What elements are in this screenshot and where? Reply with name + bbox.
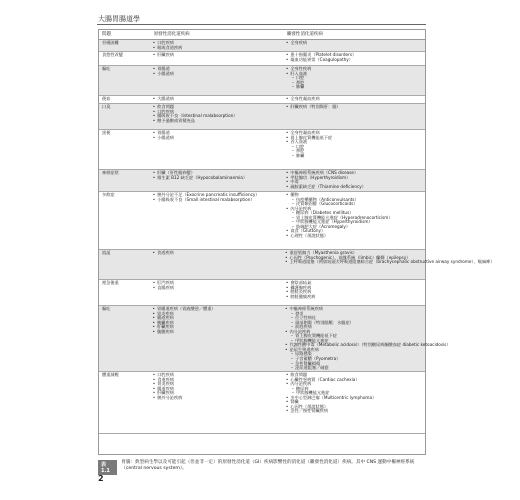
table-row [99, 372, 425, 434]
list-item: • 腎臟 [286, 400, 423, 405]
list-item: • 大腸道病 [153, 97, 282, 102]
page-number: 2 [98, 474, 104, 483]
list-item: • 維生素 B12 缺乏症（Hypocobalaminaemia） [153, 176, 282, 181]
table-row [99, 104, 425, 130]
list-item: • 肝臟（肝性腦病變） [153, 171, 282, 176]
list-item: • 腸道疾病 [152, 316, 281, 321]
list-item: • 咽或食道疾病 [153, 46, 282, 51]
primary-causes-cell [151, 372, 284, 433]
list-item: • 急性／慢性腎臟疾病 [286, 409, 423, 414]
list-item: • 腸吸收不良（Intestinal malabsorption） [153, 114, 282, 119]
sub-list-item: – 肺臟 [286, 154, 423, 159]
problem-cell: 口臭 [102, 104, 111, 109]
differential-diagnosis-table [98, 29, 495, 455]
sub-list-item: – 糖尿病 [286, 387, 423, 392]
list-item: • 重症肌無力（Myasthenia gravis） [285, 251, 423, 256]
sub-list-item: – 甲狀腺機能亢進症 [285, 339, 423, 344]
table-row [99, 250, 495, 280]
secondary-causes-cell [284, 372, 425, 433]
primary-causes-cell [151, 280, 284, 305]
list-item: • 全身疾病 [286, 41, 423, 46]
table-caption [98, 460, 426, 475]
secondary-causes-cell [284, 52, 425, 65]
sub-list-item: – 口腔 [286, 76, 423, 81]
problem-cell: 神經症狀 [102, 170, 119, 175]
sub-list-item: – 甲狀腺機能亢進症 [286, 391, 423, 396]
sub-list-item: – 口腔 [286, 145, 423, 150]
list-item: • 胰外分泌不足（Exocrine pancreatic insufficiency） [153, 193, 282, 198]
table-row [99, 96, 425, 104]
primary-causes-cell [150, 250, 283, 279]
list-item: • 飲食問題 [153, 105, 282, 110]
list-item: • 心因性（Psychogenic）、前緣系統（limbic）癲癇（epilepsy） [285, 256, 423, 261]
primary-causes-cell [151, 66, 284, 95]
problem-cell: 多飲症 [102, 192, 115, 197]
sub-list-item: – 前庭疾病 [285, 325, 423, 330]
primary-causes-cell [151, 52, 284, 65]
list-item: • 膀胱炎疾病 [286, 290, 423, 295]
sub-list-item: – 胃上腺皮質機能亢進症（Hyperadrenocorticism） [286, 216, 423, 221]
list-item: • 胃腸道疾病（胃液酸逆／體重） [152, 307, 281, 312]
sub-list-item: – 發炎 [285, 312, 423, 317]
list-item: • 胃上腺皮質機能低下症 [286, 136, 423, 141]
secondary-causes-cell [284, 280, 425, 305]
sub-list-item: – 尿路感染 [285, 352, 423, 357]
header-rule [97, 24, 426, 25]
sub-list-item: – 胃上腺皮質機能低下症 [285, 334, 423, 339]
caption-label: 表 1.1 [98, 460, 117, 475]
list-item: • 胰臟疾病 [152, 321, 281, 326]
primary-causes-cell [151, 130, 284, 169]
list-item: • 肝臟疾病 [152, 325, 281, 330]
list-item: • 中樞神經系統疾病 [285, 307, 423, 312]
list-item: • 口腔疾病 [153, 110, 282, 115]
list-item: • 中毒 [286, 180, 423, 185]
sub-list-item: – 位立性病灶 [285, 316, 423, 321]
list-item: • 中樞神經系統疾病（CNS disease） [286, 171, 423, 176]
list-item: • 肝臟疾病 [153, 53, 282, 58]
primary-causes-cell [151, 40, 284, 51]
secondary-causes-cell [283, 306, 451, 371]
list-item: • 內分泌疾病 [286, 207, 423, 212]
table-row [99, 192, 425, 250]
list-item: • 腹膜疾病 [152, 330, 281, 335]
list-item: • 胃腸道 [153, 131, 282, 136]
sub-list-item: – 皮質類固醇（Glucocorticoids） [286, 202, 423, 207]
table-row [99, 130, 425, 170]
table-row [99, 280, 425, 306]
list-item: • 凝血功能異常（Coagulopathy） [286, 58, 423, 63]
list-item: • 心臟性惡病質（Cardiac cachexia） [286, 378, 423, 383]
list-item: • 甲狀腺功（Hyperthyroidism） [286, 176, 423, 181]
problem-cell: 黑便 [102, 130, 111, 135]
table-body [99, 40, 495, 434]
list-item: • 食道疾病 [152, 251, 281, 256]
list-item: • 泌尿生殖道疾病 [285, 348, 423, 353]
list-item: • 攝護腺疾病 [286, 286, 423, 291]
list-item: • 會陰部疝氣 [286, 281, 423, 286]
header-problem: 問題 [102, 32, 111, 37]
table-row [99, 306, 451, 372]
sub-list-item: – 鼻腔 [286, 81, 423, 86]
sub-list-item: – 抗痙攣藥物（Anticonvulsants） [286, 198, 423, 203]
list-item: • 肛門疾病 [153, 281, 282, 286]
header-primary-gi: 原發性消化道疾病 [153, 32, 190, 37]
sub-list-item: – 糖尿病（Diabetes mellitus） [286, 211, 423, 216]
list-item: • 小腸吸收不良（Small intestinal malabsorption） [153, 198, 282, 203]
table-row [99, 66, 425, 96]
list-item: • 腸道疾病 [153, 387, 282, 392]
secondary-causes-cell [284, 66, 425, 95]
table-header-row [99, 30, 425, 40]
sub-list-item: – 甲狀腺機能亢進症（Hyperthyroidism） [286, 220, 423, 225]
list-item: • 藥物 [286, 193, 423, 198]
list-item: • 小腸道病 [153, 72, 282, 77]
table-row [99, 170, 425, 192]
list-item: • 心理性（煩說狀態） [286, 234, 423, 239]
primary-causes-cell [151, 192, 284, 249]
header-secondary-gi: 繼發性消化道疾病 [286, 32, 323, 37]
list-item: • 患十指腸炎（Platelet disorders） [286, 53, 423, 58]
list-item: • 多中心型淋巴瘤（Multicentric lymphoma） [286, 396, 423, 401]
problem-cell: 裡急後重 [102, 280, 119, 285]
list-item: • 肝臟疾病 [153, 391, 282, 396]
problem-cell: 嘔吐 [102, 306, 111, 311]
primary-causes-cell [150, 306, 283, 371]
list-item: • 全身性疾病 [286, 67, 423, 72]
list-item: • 全身性凝血疾病 [286, 131, 423, 136]
list-item: • 肝入血液 [286, 72, 423, 77]
secondary-causes-cell [284, 96, 425, 103]
primary-causes-cell [151, 96, 284, 103]
table-row [99, 40, 425, 52]
problem-cell: 吞嚥困難 [102, 40, 119, 45]
list-item: • 餵予過餵或胃積充品 [153, 119, 282, 124]
running-header: 大腸胃腸道學 [98, 15, 140, 23]
primary-causes-cell [151, 170, 284, 191]
list-item: • 上呼吸道阻塞（例如短頭犬呼吸道阻塞綜合症（brachycephalic obstructive airway syndrome）、喉麻痺） [285, 260, 423, 265]
list-item: • 胃炎疾病 [153, 382, 282, 387]
list-item: • 肝臟疾病（特別與肝：腦） [286, 105, 423, 110]
problem-cell: 嘔吐 [102, 66, 111, 71]
problem-cell: 流涎 [102, 250, 111, 255]
secondary-causes-cell [284, 192, 425, 249]
secondary-causes-cell [284, 40, 425, 51]
list-item: • 全身性凝血疾病 [286, 97, 423, 102]
list-item: • 代謝性酸中毒（Metabolic acidosis）（特別糖尿病酮酸血症 diabetic ketoacidosis） [285, 343, 423, 348]
list-item: • 飲食問題 [286, 373, 423, 378]
list-item: • 內分泌疾病 [285, 330, 423, 335]
list-item: • 口腔疾病 [153, 41, 282, 46]
sub-list-item: – 鼻腔 [286, 149, 423, 154]
table-row [99, 52, 425, 66]
sub-list-item: – 泌尿道阻塞／破裂 [285, 366, 423, 371]
list-item: • 膀胱腫瘤疾病 [286, 295, 423, 300]
secondary-causes-cell [284, 170, 425, 191]
secondary-causes-cell [283, 250, 495, 279]
problem-cell: 體重減輕 [102, 372, 119, 377]
caption-text: 胃腸：典型病生學以及可能引起（但並非一定）的原發性消化道（GI）疾病影響性的消化道（繼發性消化道）疾病。其中 CNS 運動中樞神經系統（central nervous system）。 [121, 460, 415, 471]
list-item: • 口腔疾病 [153, 373, 282, 378]
list-item: • 胃炎疾病 [152, 312, 281, 317]
list-item: • 貪食（Gluttony） [286, 229, 423, 234]
list-item: • 小腸道病 [153, 136, 282, 141]
list-item: • 食道疾病 [153, 378, 282, 383]
sub-list-item: – 頭部創傷（特別腦壓：水腦症） [285, 321, 423, 326]
primary-causes-cell [151, 104, 284, 129]
list-item: • 胃腸道 [153, 67, 282, 72]
list-item: • 硫胺素缺乏症（Thiamine deficiency） [286, 185, 423, 190]
list-item: • 心因性（煩說狀態） [286, 405, 423, 410]
list-item: • 吞入血液 [286, 140, 423, 145]
sub-list-item: – 急性腎臟損傷 [285, 362, 423, 367]
list-item: • 胰外分泌疾病 [153, 396, 282, 401]
list-item: • 直腸疾病 [153, 286, 282, 291]
sub-list-item: – 肢端肥大症（Acromegaly） [286, 225, 423, 230]
problem-cell: 食慾性改變 [102, 52, 123, 57]
secondary-causes-cell [284, 130, 425, 169]
sub-list-item: – 子宮蓄膿（Pyometra） [285, 357, 423, 362]
problem-cell: 便血 [102, 96, 111, 101]
secondary-causes-cell [284, 104, 425, 129]
sub-list-item: – 肺臟 [286, 85, 423, 90]
list-item: • 內分泌疾病 [286, 382, 423, 387]
